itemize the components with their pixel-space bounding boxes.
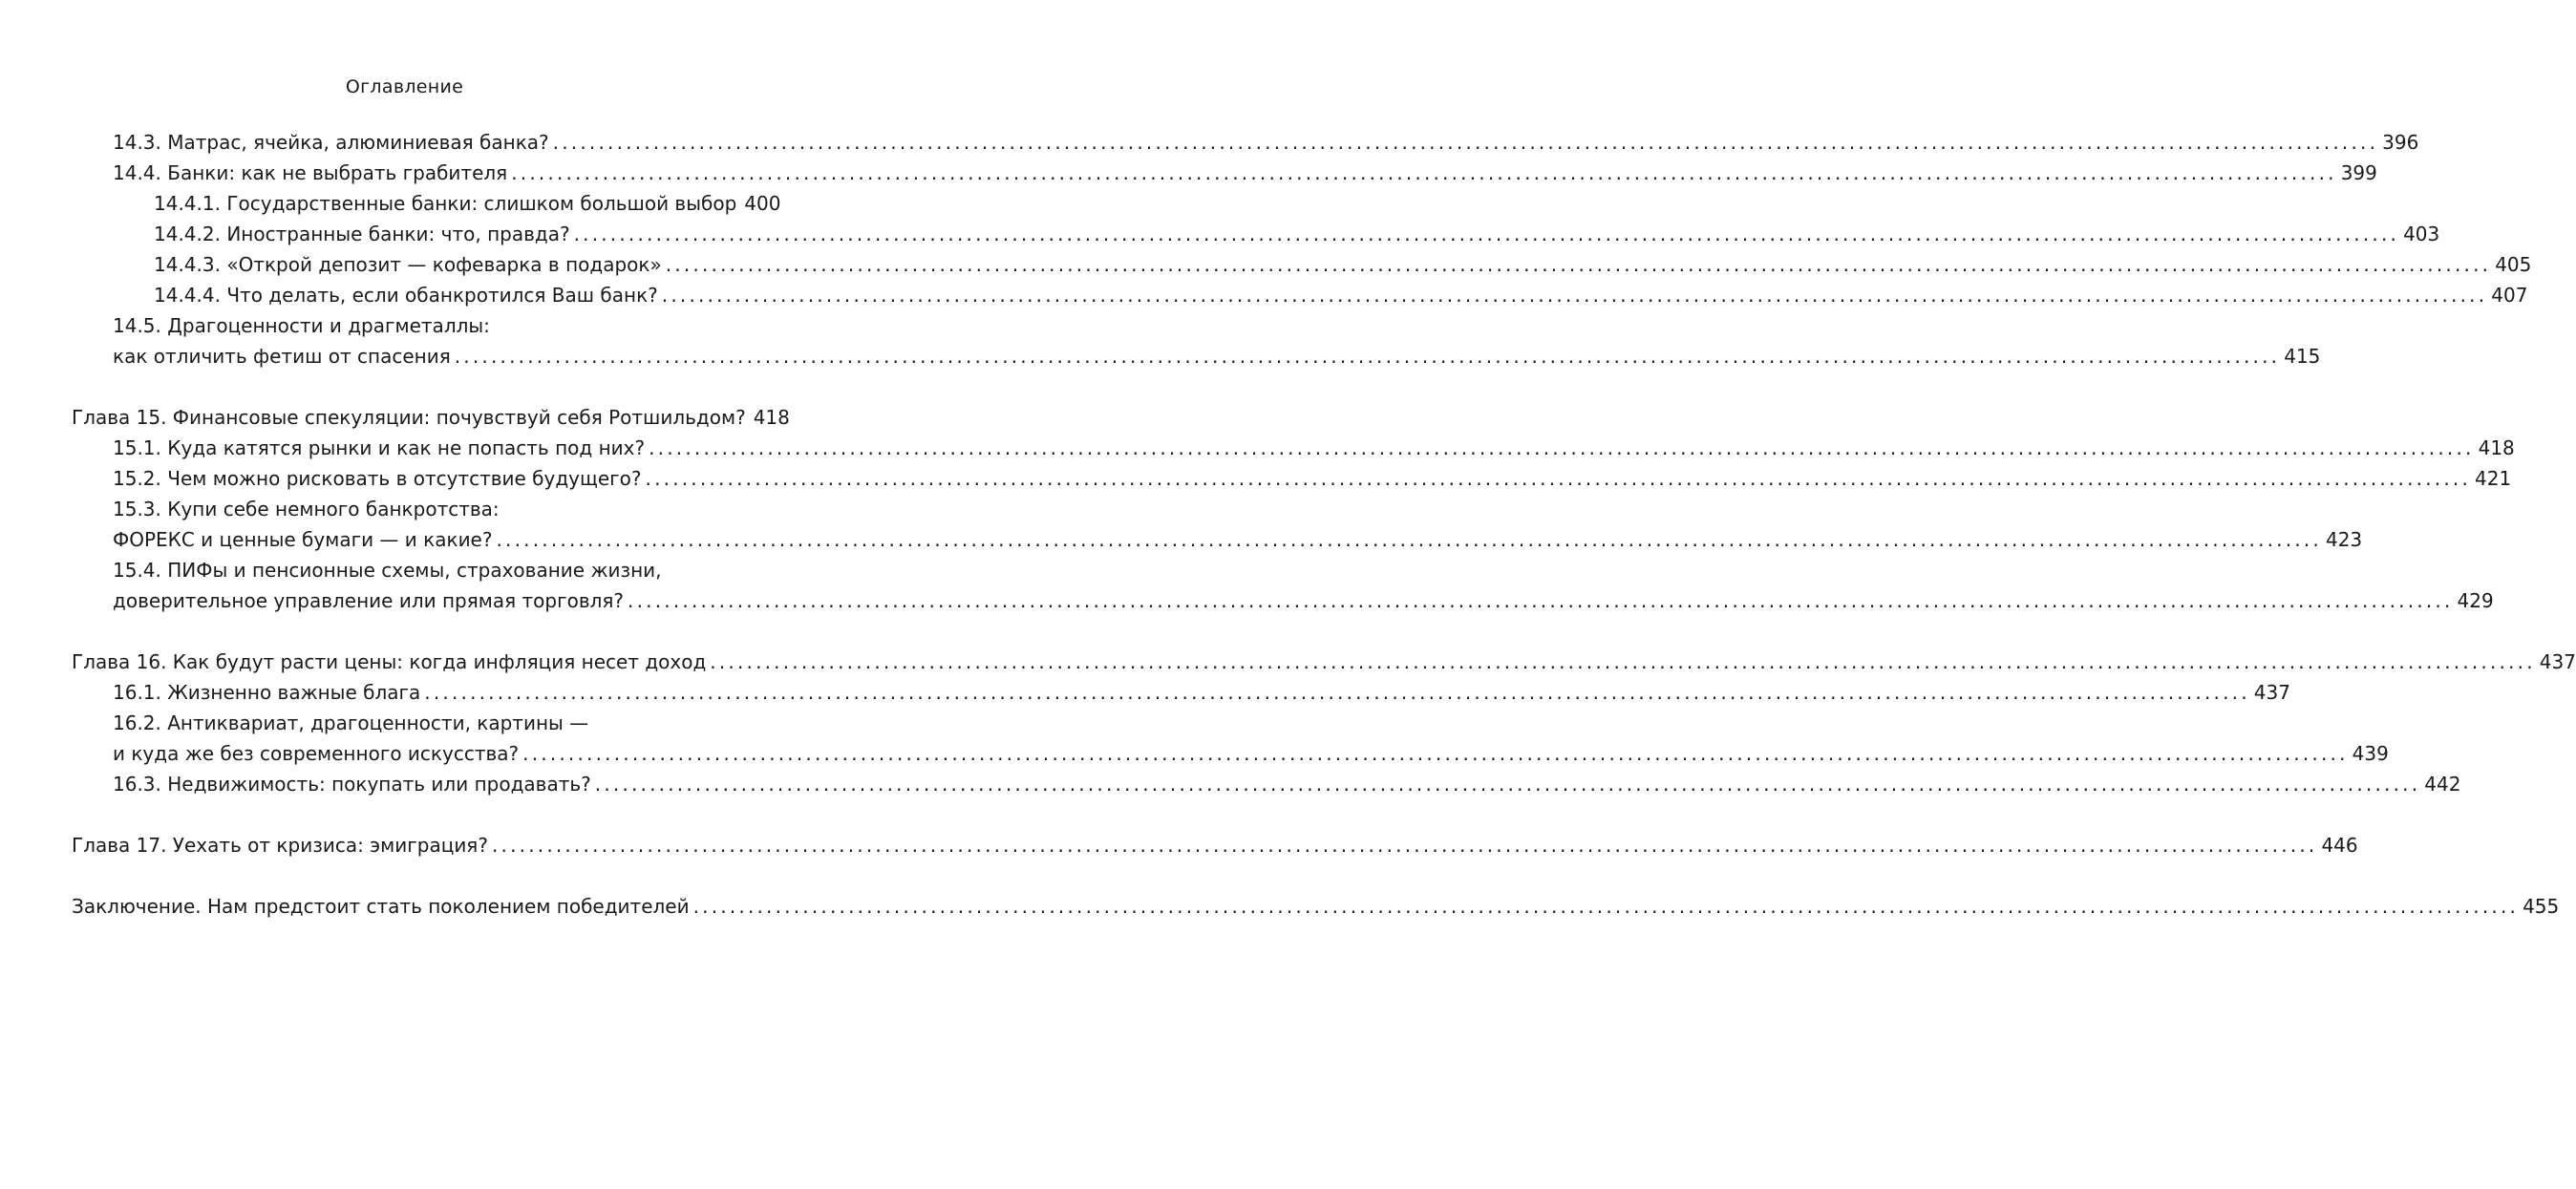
dot-leader: ........................................................................................................................................................................................................ [511, 161, 2337, 184]
toc-entry-page: 403 [2403, 223, 2440, 245]
toc-entry-title: Глава 17. Уехать от кризиса: эмиграция? [72, 834, 488, 857]
dot-leader: ........................................................................................................................................................................................................ [645, 467, 2471, 490]
toc-entry [113, 344, 2321, 369]
dot-leader: ........................................................................................................................................................................................................ [491, 834, 2318, 857]
toc-entry-title: 14.4.3. «Открой депозит — кофеварка в подарок» [154, 253, 662, 276]
toc-entry-title: 16.3. Недвижимость: покупать или продавать? [113, 773, 591, 796]
toc-entry-page: 437 [2253, 681, 2290, 704]
toc-entry [113, 130, 2419, 155]
dot-leader: ........................................................................................................................................................................................................ [522, 742, 2349, 765]
toc-entry [113, 497, 754, 521]
toc-entry-title: Глава 15. Финансовые спекуляции: почувствуй себя Ротшильдом? [72, 406, 746, 429]
toc-entry-page: 418 [2478, 436, 2515, 459]
toc-entry [113, 741, 2389, 766]
toc-entry-title: 15.3. Купи себе немного банкротства: [113, 498, 500, 520]
toc-entry-page: 415 [2284, 345, 2321, 368]
dot-leader: ........................................................................................................................................................................................................ [692, 895, 2520, 918]
toc-entry-title: 14.3. Матрас, ячейка, алюминиевая банка? [113, 131, 549, 154]
toc-entry-page: 421 [2475, 467, 2512, 490]
toc-entry [113, 435, 2515, 460]
toc-entry-page: 442 [2424, 773, 2461, 796]
toc-entry [72, 833, 2358, 858]
dot-leader: ........................................................................................................................................................................................................ [710, 650, 2536, 673]
dot-leader: ........................................................................................................................................................................................................ [661, 284, 2488, 307]
dot-leader: ........................................................................................................................................................................................................ [665, 253, 2492, 276]
toc-entry [154, 222, 2440, 246]
toc-entry [113, 160, 2377, 185]
running-head: Оглавление [345, 76, 464, 97]
toc-entry-page: 396 [2382, 131, 2419, 154]
toc-entry [72, 649, 2576, 674]
toc-entry-title: 16.1. Жизненно важные блага [113, 681, 421, 704]
toc-entry [113, 313, 754, 338]
toc-entry-title: как отличить фетиш от спасения [113, 345, 451, 368]
toc-entry-title: Заключение. Нам предстоит стать поколением победителей [72, 895, 690, 918]
toc-entry-title: 14.5. Драгоценности и драгметаллы: [113, 314, 490, 337]
toc-entry-title: 14.4.1. Государственные банки: слишком большой выбор [154, 192, 737, 215]
toc-entry [113, 772, 2461, 796]
toc-entry-page: 399 [2340, 161, 2377, 184]
toc-entry-title: 14.4.2. Иностранные банки: что, правда? [154, 223, 570, 245]
dot-leader: ........................................................................................................................................................................................................ [496, 528, 2322, 551]
toc-entry-title: доверительное управление или прямая торговля? [113, 589, 625, 612]
toc-entry-title: ФОРЕКС и ценные бумаги — и какие? [113, 528, 493, 551]
toc-entry-title: 14.4. Банки: как не выбрать грабителя [113, 161, 508, 184]
toc-entry [154, 283, 2528, 308]
toc-entry-title: 14.4.4. Что делать, если обанкротился Ваш банк? [154, 284, 658, 307]
toc-entry-title: Глава 16. Как будут расти цены: когда инфляция несет доход [72, 650, 707, 673]
toc-entry [113, 558, 754, 583]
toc-entry-page: 446 [2321, 834, 2358, 857]
toc-entry-title: и куда же без современного искусства? [113, 742, 520, 765]
toc-entry [113, 680, 2290, 705]
toc-entry [113, 527, 2363, 552]
toc-entry [113, 588, 2494, 613]
dot-leader: ........................................................................................................................................................................................................ [424, 681, 2250, 704]
toc-entry-page: 400 [744, 192, 781, 215]
dot-leader: ........................................................................................................................................................................................................ [552, 131, 2379, 154]
toc-entry-page: 405 [2495, 253, 2532, 276]
toc-entry-page: 455 [2523, 895, 2560, 918]
toc-entry [113, 466, 2512, 491]
toc-entry [72, 405, 790, 430]
dot-leader: ........................................................................................................................................................................................................ [628, 589, 2454, 612]
toc-entry-page: 439 [2352, 742, 2389, 765]
dot-leader: ........................................................................................................................................................................................................ [454, 345, 2281, 368]
toc-entry-title: 15.1. Куда катятся рынки и как не попасть под них? [113, 436, 646, 459]
toc-entry-page: 423 [2325, 528, 2363, 551]
toc-entry-title: 15.2. Чем можно рисковать в отсутствие будущего? [113, 467, 642, 490]
toc-entry-page: 407 [2491, 284, 2528, 307]
toc-entry-title: 15.4. ПИФы и пенсионные схемы, страхование жизни, [113, 559, 662, 582]
dot-leader: ........................................................................................................................................................................................................ [594, 773, 2421, 796]
toc-entry [154, 191, 781, 216]
dot-leader: ........................................................................................................................................................................................................ [573, 223, 2400, 245]
toc-entry-title: 16.2. Антиквариат, драгоценности, картины — [113, 711, 589, 734]
toc-entry [154, 252, 2532, 277]
toc-entry-page: 429 [2457, 589, 2494, 612]
dot-leader: ........................................................................................................................................................................................................ [649, 436, 2475, 459]
toc-entry-page: 418 [753, 406, 790, 429]
toc-entry [113, 711, 754, 735]
toc-entry [72, 894, 2560, 919]
toc-entry-page: 437 [2539, 650, 2576, 673]
